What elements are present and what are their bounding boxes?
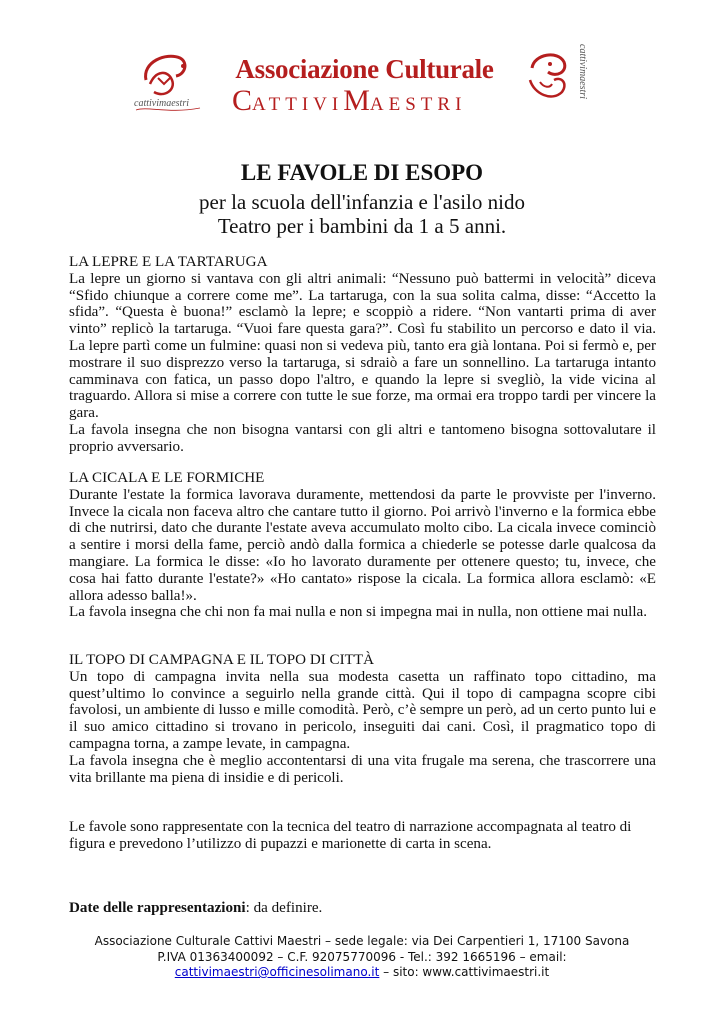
footer-email-link[interactable]: cattivimaestri@officinesolimano.it (174, 965, 380, 979)
fable-section (69, 652, 656, 786)
fable-moral: La favola insegna che è meglio accontentarsi di una vita frugale ma serena, che trascorrere una vita brillante ma piena di insidie e di pericoli. (69, 752, 656, 786)
page-subtitle-age: Teatro per i bambini da 1 a 5 anni. (217, 214, 507, 238)
dates-value: : da definire. (245, 900, 323, 916)
fable-section (69, 254, 656, 456)
org-name: Associazione Culturale (235, 54, 494, 84)
svg-text:cattivimaestri: cattivimaestri (134, 98, 189, 109)
dates-label: Date delle rappresentazioni (69, 900, 246, 916)
fable-section (69, 470, 656, 621)
fable-body: Un topo di campagna invita nella sua modesta casetta un raffinato topo cittadino, ma quest’ultimo lo convince a seguirlo nella grande città. Qui il topo di campagna scopre cibi favolosi, un ambiente di lusso e mille comodità. Però, c’è sempre un però, ad un certo punto lui e il suo amico cittadino si trovano in pericolo, inseguiti dai cani. Così, il pragmatico topo di campagna torna, a zampe levate, in campagna. (69, 668, 656, 752)
fable-body: La lepre un giorno si vantava con gli altri animali: “Nessuno può battermi in velocità” diceva “Sfido chiunque a correre come me”. La tartaruga, con la sua solita calma, disse: “Accetto la sfida”. “Questa è buona!” esclamò la lepre; e scoppiò a ridere. “Non vantarti prima di aver vinto” replicò la tartaruga. “Vuoi fare questa gara?”. Così fu stabilito un percorso e dato il via. La lepre partì come un fulmine: quasi non si vedeva più, tanto era già lontana. Poi si fermò e, per mostrare il suo disprezzo verso la tartaruga, si sdraiò a fare un sonnellino. La tartaruga intanto camminava con fatica, un passo dopo l'altro, e quando la lepre si svegliò, la vide vicina al traguardo. Allora si mise a correre con tutte le sue forze, ma ormai era troppo tardi per vincere la gara. (69, 270, 656, 422)
cattivimaestri-logo-icon (128, 40, 208, 120)
footer (40, 934, 684, 981)
fable-moral: La favola insegna che chi non fa mai nulla e non si impegna mai in nulla, non ottiene mai nulla. (69, 604, 648, 621)
page-title: LE FAVOLE DI ESOPO (240, 160, 484, 185)
fable-body: Durante l'estate la formica lavorava duramente, mettendosi da parte le provviste per l'inverno. Invece la cicala non faceva altro che cantare tutto il giorno. Poi arrivò l'inverno e la formica ebbe di che nutrirsi, dato che durante l'estate aveva accumulato molto cibo. La cicala invece cominciò a sentire i morsi della fame, perciò andò dalla formica a chiederle se potesse darle qualcosa da mangiare. La formica le disse: «Io ho lavorato duramente per ottenere questo; tu, invece, che cosa hai fatto durante l'estate?» «Ho cantato» rispose la cicala. La formica allora esclamò: «E allora adesso balla!». (69, 486, 656, 604)
footer-site: – sito: www.cattivimaestri.it (379, 965, 550, 979)
svg-text:cattivimaestri: cattivimaestri (577, 44, 588, 99)
cattivimaestri-mark-icon (522, 40, 592, 120)
fable-moral: La favola insegna che non bisogna vantarsi con gli altri e tantomeno bisogna sottovalutare il proprio avversario. (69, 421, 656, 455)
org-subtitle: CATTIVIMAESTRI (232, 84, 467, 117)
fable-heading: IL TOPO DI CAMPAGNA E IL TOPO DI CITTÀ (69, 652, 374, 668)
fable-heading: LA CICALA E LE FORMICHE (69, 470, 265, 486)
footer-contact (40, 965, 684, 981)
page-subtitle: per la scuola dell'infanzia e l'asilo nido (199, 190, 525, 214)
fable-heading: LA LEPRE E LA TARTARUGA (69, 254, 268, 270)
logo-right (522, 40, 592, 120)
footer-tax-info: P.IVA 01363400092 – C.F. 92075770096 - Tel.: 392 1665196 – email: (157, 949, 567, 964)
logo-left (128, 40, 208, 120)
footer-address: Associazione Culturale Cattivi Maestri – sede legale: via Dei Carpentieri 1, 17100 Savona (94, 934, 630, 948)
dates-line (69, 900, 656, 917)
performance-note: Le favole sono rappresentate con la tecnica del teatro di narrazione accompagnata al teatro di figura e prevedono l’utilizzo di pupazzi e marionette di carta in scena. (69, 819, 632, 852)
